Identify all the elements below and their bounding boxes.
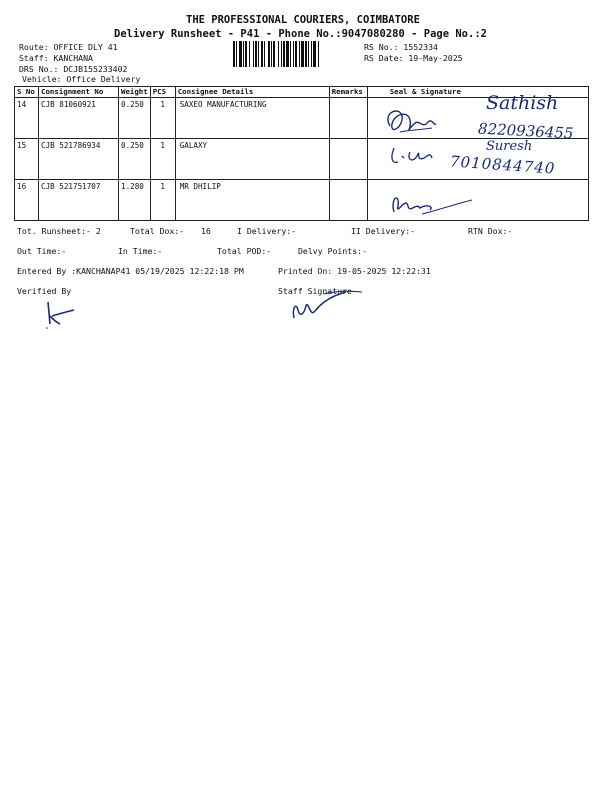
total-dox-value: 16 <box>201 226 211 236</box>
cell-consignee: SAXEO MANUFACTURING <box>175 98 329 139</box>
staff-signature-mark <box>288 288 368 324</box>
in-time: In Time:- <box>118 246 163 256</box>
cell-remarks <box>329 98 367 139</box>
signature-scribble-2 <box>388 140 448 170</box>
table-row <box>15 180 589 221</box>
header-seal-signature: Seal & Signature <box>367 87 588 98</box>
cell-consignee: MR DHILIP <box>175 180 329 221</box>
cell-weight: 0.250 <box>119 139 151 180</box>
route-label: Route: OFFICE DLY 41 <box>19 42 118 52</box>
header-pcs: PCS <box>150 87 175 98</box>
staff-label: Staff: KANCHANA <box>19 53 93 63</box>
signature-scribble-1 <box>378 100 438 140</box>
handwritten-name-1: Sathish <box>486 92 559 114</box>
cell-weight: 1.280 <box>119 180 151 221</box>
verified-by: Verified By <box>17 286 72 296</box>
vehicle-label: Vehicle: Office Delivery <box>22 74 141 84</box>
cell-consignment: CJB 521751707 <box>39 180 119 221</box>
cell-remarks <box>329 180 367 221</box>
header-weight: Weight <box>119 87 151 98</box>
cell-consignment: CJB 521786934 <box>39 139 119 180</box>
header-consignment: Consignment No <box>39 87 119 98</box>
entered-by: Entered By :KANCHANAP41 05/19/2025 12:22:18 PM <box>17 266 244 276</box>
cell-sno: 15 <box>15 139 39 180</box>
cell-sno: 16 <box>15 180 39 221</box>
company-title: THE PROFESSIONAL COURIERS, COIMBATORE <box>186 14 420 26</box>
total-pod: Total POD:- <box>217 246 272 256</box>
cell-weight: 0.250 <box>119 98 151 139</box>
printed-on: Printed On: 19-05-2025 12:22:31 <box>278 266 431 276</box>
rs-date: RS Date: 19-May-2025 <box>364 53 463 63</box>
cell-pcs: 1 <box>150 98 175 139</box>
ii-delivery: II Delivery:- <box>351 226 416 236</box>
i-delivery: I Delivery:- <box>237 226 297 236</box>
cell-consignee: GALAXY <box>175 139 329 180</box>
total-dox-label: Total Dox:- <box>130 226 185 236</box>
header-consignee: Consignee Details <box>175 87 329 98</box>
header-remarks: Remarks <box>329 87 367 98</box>
cell-consignment: CJB 81060921 <box>39 98 119 139</box>
verifier-signature-mark <box>40 298 80 330</box>
handwritten-name-2: Suresh <box>486 139 533 154</box>
rs-number: RS No.: 1552334 <box>364 42 438 52</box>
cell-sno: 14 <box>15 98 39 139</box>
cell-remarks <box>329 139 367 180</box>
delvy-points: Delvy Points:- <box>298 246 368 256</box>
signature-scribble-3 <box>386 188 476 220</box>
drs-number: DRS No.: DCJB155233402 <box>19 64 128 74</box>
rtn-dox: RTN Dox:- <box>468 226 513 236</box>
tot-runsheet: Tot. Runsheet:- 2 <box>17 226 101 236</box>
cell-pcs: 1 <box>150 180 175 221</box>
barcode-image <box>233 41 357 67</box>
cell-pcs: 1 <box>150 139 175 180</box>
header-sno: S No <box>15 87 39 98</box>
out-time: Out Time:- <box>17 246 67 256</box>
handwritten-phone-2: 7010844740 <box>449 152 556 178</box>
runsheet-subtitle: Delivery Runsheet - P41 - Phone No.:9047080280 - Page No.:2 <box>114 28 487 40</box>
staff-signature-label: Staff Signature <box>278 286 352 296</box>
handwritten-phone-1: 8220936455 <box>477 119 574 143</box>
